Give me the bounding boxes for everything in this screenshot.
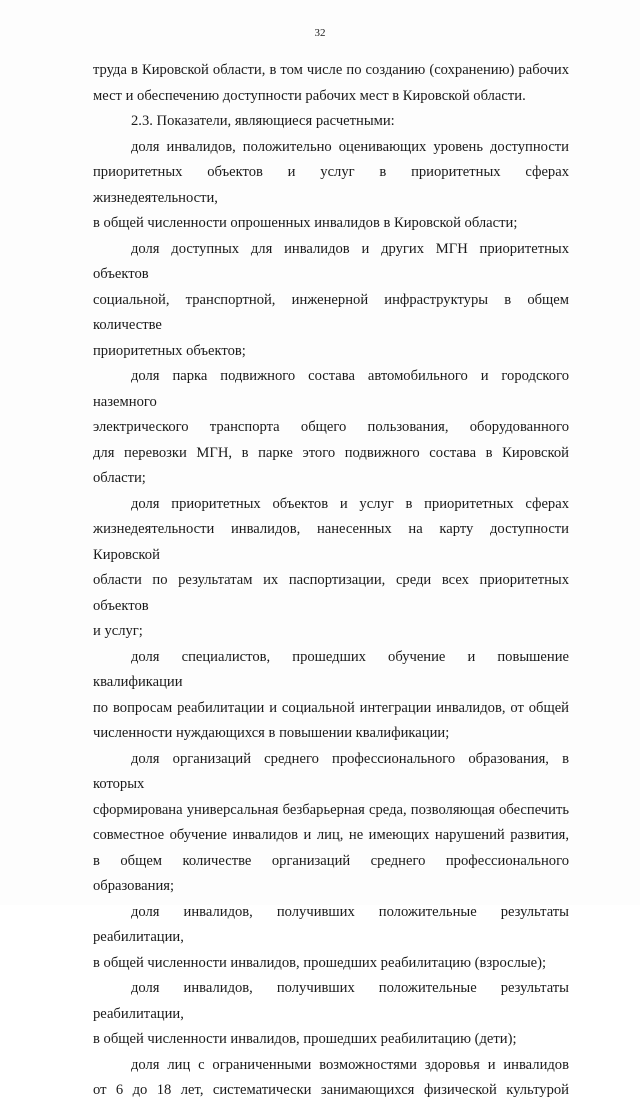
text-line: доля приоритетных объектов и услуг в приоритетных сферах xyxy=(131,495,569,512)
text-line: по вопросам реабилитации и социальной интеграции инвалидов, от общей xyxy=(93,699,569,716)
text-line: от 6 до 18 лет, систематически занимающихся физической культурой xyxy=(93,1082,569,1098)
text-line: доля доступных для инвалидов и других МГН приоритетных объектов xyxy=(93,240,569,282)
text-line: совместное обучение инвалидов и лиц, не имеющих нарушений развития, xyxy=(93,827,569,843)
text-line: в общем количестве организаций среднего профессионального образования; xyxy=(93,852,569,894)
text-line: жизнедеятельности инвалидов, нанесенных на карту доступности Кировской xyxy=(93,521,569,563)
text-line: в общей численности инвалидов, прошедших реабилитацию (дети); xyxy=(93,1031,517,1047)
text-line: доля инвалидов, получивших положительные результаты реабилитации, xyxy=(93,980,569,1022)
text-line: доля инвалидов, положительно оценивающих уровень доступности xyxy=(131,138,569,155)
text-line: труда в Кировской области, в том числе по созданию (сохранению) рабочих xyxy=(93,62,569,78)
text-line: области по результатам их паспортизации, среди всех приоритетных объектов xyxy=(93,572,569,614)
text-line: приоритетных объектов; xyxy=(93,342,246,359)
text-line: сформирована универсальная безбарьерная среда, позволяющая обеспечить xyxy=(93,801,569,818)
text-line: мест и обеспечению доступности рабочих мест в Кировской области. xyxy=(93,87,526,104)
text-line: численности нуждающихся в повышении квалификации; xyxy=(93,725,450,741)
text-line: доля лиц с ограниченными возможностями здоровья и инвалидов xyxy=(131,1056,569,1073)
text-line: доля организаций среднего профессионального образования, в которых xyxy=(93,750,569,792)
text-line: 2.3. Показатели, являющиеся расчетными: xyxy=(131,113,395,129)
text-line: электрического транспорта общего пользования, оборудованного xyxy=(93,419,569,435)
text-line: социальной, транспортной, инженерной инфраструктуры в общем количестве xyxy=(93,291,569,333)
page-number: 32 xyxy=(314,27,326,39)
text-line: для перевозки МГН, в парке этого подвижного состава в Кировской области; xyxy=(93,444,569,486)
text-line: в общей численности опрошенных инвалидов в Кировской области; xyxy=(93,215,518,231)
text-line: доля специалистов, прошедших обучение и повышение квалификации xyxy=(93,648,569,690)
text-line: в общей численности инвалидов, прошедших реабилитацию (взрослые); xyxy=(93,954,547,971)
text-line: приоритетных объектов и услуг в приоритетных сферах жизнедеятельности, xyxy=(93,164,569,206)
text-line: доля парка подвижного состава автомобильного и городского наземного xyxy=(93,368,569,410)
body-text xyxy=(93,58,569,1104)
text-line: доля инвалидов, получивших положительные результаты реабилитации, xyxy=(93,903,569,945)
text-line: и услуг; xyxy=(93,623,143,639)
